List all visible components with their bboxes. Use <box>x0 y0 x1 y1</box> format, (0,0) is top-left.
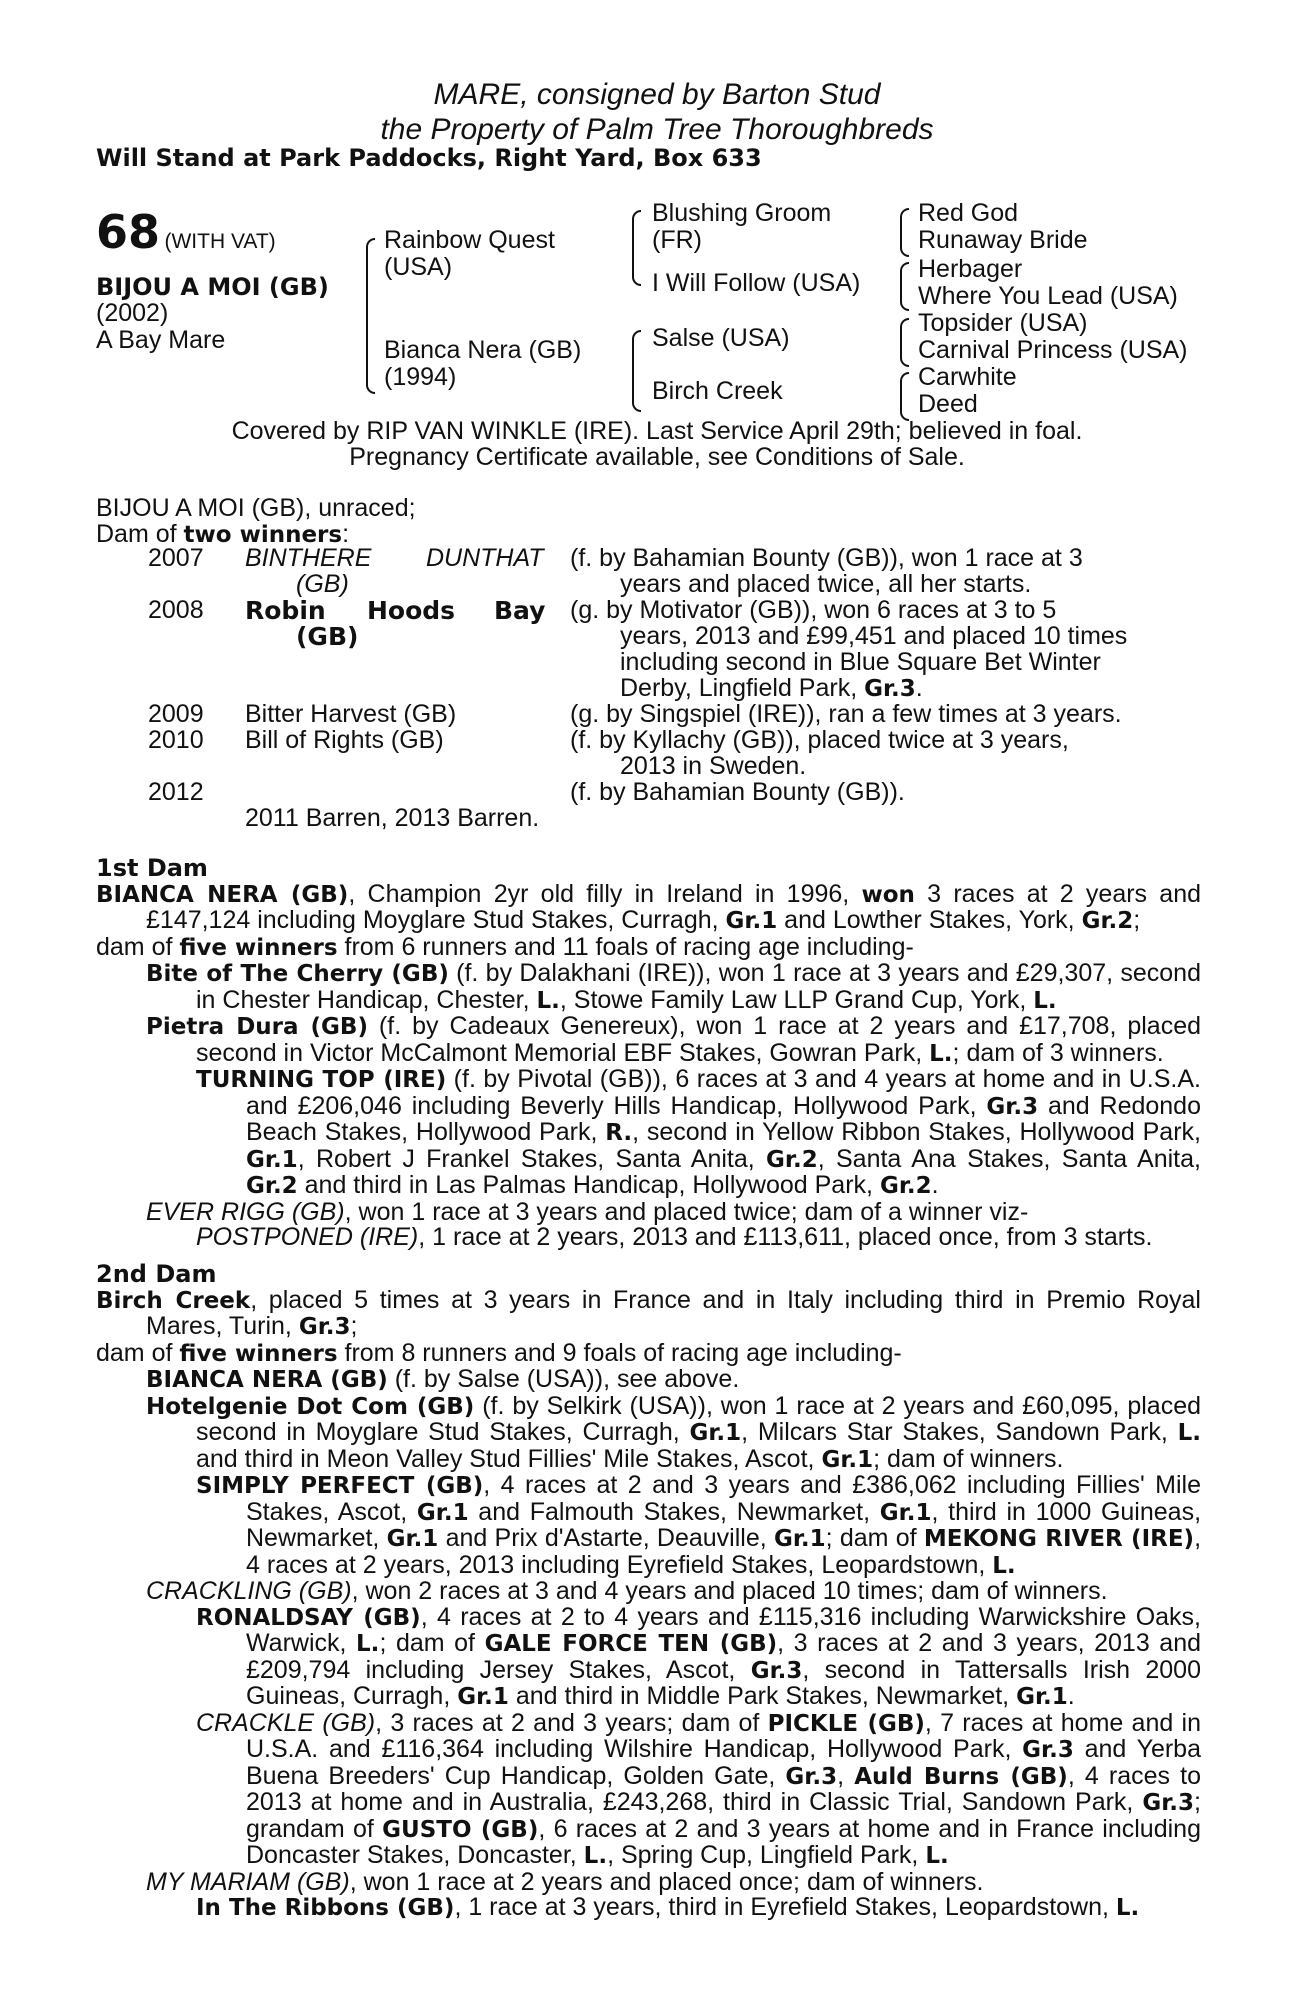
produce-name: DUNTHAT <box>426 544 544 572</box>
foal-entry: TURNING TOP (IRE) (f. by Pivotal (GB)), 6 races at 3 and 4 years at home and in U.S.A. and £206,046 including Beverly Hills Handicap, Hollywood Park, Gr.3 and Redondo Beach Stakes, Hollywood Park, R., second in Yellow Ribbon Stakes, Hollywood Park, Gr.1, Robert J Frankel Stakes, Santa Anita, Gr.2, Santa Ana Stakes, Santa Anita, Gr.2 and third in Las Palmas Handicap, Hollywood Park, Gr.2. <box>196 1065 1201 1199</box>
dsd-name: Carnival Princess (USA) <box>918 336 1188 364</box>
produce-name: (GB) <box>296 622 359 651</box>
dss-name: Topsider (USA) <box>918 309 1088 337</box>
produce-name: Bitter Harvest (GB) <box>245 700 457 728</box>
produce-desc: (f. by Kyllachy (GB)), placed twice at 3 years, <box>570 726 1069 754</box>
produce-desc: (g. by Motivator (GB)), won 6 races at 3 to 5 <box>570 596 1057 624</box>
foal-entry: EVER RIGG (GB), won 1 race at 3 years and placed twice; dam of a winner viz- <box>146 1197 1029 1226</box>
ss-line2: (FR) <box>652 226 702 254</box>
second-dam-summary: dam of five winners from 8 runners and 9 foals of racing age including- <box>96 1338 902 1367</box>
foal-entry: MY MARIAM (GB), won 1 race at 2 years and placed once; dam of winners. <box>146 1867 984 1896</box>
consignor-line: MARE, consigned by Barton Stud <box>433 78 881 111</box>
foal-entry: Pietra Dura (GB) (f. by Cadeaux Genereux), won 1 race at 2 years and £17,708, placed second in Victor McCalmont Memorial EBF Stakes, Gowran Park, L.; dam of 3 winners. <box>146 1012 1202 1067</box>
produce-desc: including second in Blue Square Bet Winter <box>620 648 1101 676</box>
first-dam-heading: 1st Dam <box>96 854 208 882</box>
property-line: the Property of Palm Tree Thoroughbreds <box>380 113 934 146</box>
sire-line1: Rainbow Quest <box>384 226 555 254</box>
produce-name: (GB) <box>296 570 349 598</box>
lot-header <box>96 205 276 259</box>
foal-entry: Bite of The Cherry (GB) (f. by Dalakhani (IRE)), won 1 race at 3 years and £29,307, second in Chester Handicap, Chester, L., Stowe Family Law LLP Grand Cup, York, L. <box>146 959 1201 1014</box>
foal-entry: POSTPONED (IRE), 1 race at 2 years, 2013 and £113,611, placed once, from 3 starts. <box>196 1223 1153 1251</box>
produce-desc: Derby, Lingfield Park, Gr.3. <box>620 674 923 702</box>
sd-name: I Will Follow (USA) <box>652 269 861 297</box>
lot-description: A Bay Mare <box>96 326 226 354</box>
produce-desc: (g. by Singspiel (IRE)), ran a few times at 3 years. <box>570 700 1122 728</box>
first-dam-summary: dam of five winners from 6 runners and 11 foals of racing age including- <box>96 932 914 961</box>
first-dam-para: BIANCA NERA (GB), Champion 2yr old filly in Ireland in 1996, won 3 races at 2 years and £147,124 including Moyglare Stud Stakes, Curragh, Gr.1 and Lowther Stakes, York, Gr.2; <box>96 879 1202 934</box>
barren-years: 2011 Barren, 2013 Barren. <box>245 804 540 832</box>
vat-label: (WITH VAT) <box>164 230 276 253</box>
produce-desc: years, 2013 and £99,451 and placed 10 times <box>620 622 1128 650</box>
second-dam-para: Birch Creek, placed 5 times at 3 years in France and in Italy including third in Premio Royal Mares, Turin, Gr.3; <box>96 1285 1201 1340</box>
sdd-name: Where You Lead (USA) <box>918 282 1178 310</box>
produce-year: 2012 <box>148 778 204 806</box>
second-dam-section <box>96 1262 1201 1922</box>
stand-location: Will Stand at Park Paddocks, Right Yard, Box 633 <box>96 144 762 172</box>
produce-year: 2009 <box>148 700 204 728</box>
foal-entry: SIMPLY PERFECT (GB), 4 races at 2 and 3 years and £386,062 including Fillies' Mile Stakes, Ascot, Gr.1 and Falmouth Stakes, Newmarket, Gr.1, third in 1000 Guineas, Newmarket, Gr.1 and Prix d'Astarte, Deauville, Gr.1; dam of MEKONG RIVER (IRE), 4 races at 2 years, 2013 including Eyrefield Stakes, Leopardstown, L. <box>196 1471 1202 1579</box>
ddd-name: Deed <box>918 390 978 418</box>
foal-entry: BIANCA NERA (GB) (f. by Salse (USA)), see above. <box>146 1365 740 1393</box>
foal-entry: CRACKLE (GB), 3 races at 2 and 3 years; dam of PICKLE (GB), 7 races at home and in U.S.A. and £116,364 including Wilshire Handicap, Hollywood Park, Gr.3 and Yerba Buena Breeders' Cup Handicap, Golden Gate, Gr.3, Auld Burns (GB), 4 races to 2013 at home and in Australia, £243,268, third in Classic Trial, Sandown Park, Gr.3; grandam of GUSTO (GB), 6 races at 2 and 3 years at home and in France including Doncaster Stakes, Doncaster, L., Spring Cup, Lingfield Park, L. <box>196 1708 1202 1869</box>
lot-name: BIJOU A MOI (GB) <box>96 273 329 301</box>
produce-intro: BIJOU A MOI (GB), unraced; <box>96 494 416 522</box>
foal-entry: In The Ribbons (GB), 1 race at 3 years, third in Eyrefield Stakes, Leopardstown, L. <box>196 1893 1140 1921</box>
second-dam-heading: 2nd Dam <box>96 1260 217 1288</box>
foal-entry: CRACKLING (GB), won 2 races at 3 and 4 years and placed 10 times; dam of winners. <box>146 1577 1108 1605</box>
produce-desc: (f. by Bahamian Bounty (GB)), won 1 race at 3 <box>570 544 1083 572</box>
covered-line: Covered by RIP VAN WINKLE (IRE). Last Service April 29th; believed in foal. <box>231 417 1083 445</box>
produce-year: 2008 <box>148 596 204 624</box>
produce-name: BINTHERE <box>245 544 372 572</box>
dds-name: Carwhite <box>918 363 1017 391</box>
produce-name: Robin <box>245 596 326 625</box>
produce-desc: 2013 in Sweden. <box>620 752 807 780</box>
produce-desc: years and placed twice, all her starts. <box>620 570 1032 598</box>
dd-name: Birch Creek <box>652 377 783 405</box>
sds-name: Herbager <box>918 255 1023 283</box>
produce-desc: (f. by Bahamian Bounty (GB)). <box>570 778 905 806</box>
produce-name: Bill of Rights (GB) <box>245 726 444 754</box>
pregnancy-line: Pregnancy Certificate available, see Conditions of Sale. <box>349 443 965 471</box>
produce-summary: Dam of two winners: <box>96 520 350 548</box>
ssd-name: Runaway Bride <box>918 226 1088 254</box>
sss-name: Red God <box>918 199 1019 227</box>
dam-line2: (1994) <box>384 363 457 391</box>
foal-entry: Hotelgenie Dot Com (GB) (f. by Selkirk (USA)), won 1 race at 2 years and £60,095, placed second in Moyglare Stud Stakes, Curragh, Gr.1, Milcars Star Stakes, Sandown Park, L. and third in Meon Valley Stud Fillies' Mile Stakes, Ascot, Gr.1; dam of winners. <box>146 1391 1201 1473</box>
first-dam-section <box>96 856 1201 1251</box>
produce-year: 2010 <box>148 726 204 754</box>
dam-line1: Bianca Nera (GB) <box>384 336 582 364</box>
lot-year: (2002) <box>96 299 169 327</box>
foal-entry: RONALDSAY (GB), 4 races at 2 to 4 years and £115,316 including Warwickshire Oaks, Warwick, L.; dam of GALE FORCE TEN (GB), 3 races at 2 and 3 years, 2013 and £209,794 including Jersey Stakes, Ascot, Gr.3, second in Tattersalls Irish 2000 Guineas, Curragh, Gr.1 and third in Middle Park Stakes, Newmarket, Gr.1. <box>196 1602 1202 1710</box>
ds-name: Salse (USA) <box>652 324 790 352</box>
ss-line1: Blushing Groom <box>652 199 832 227</box>
sire-line2: (USA) <box>384 253 453 281</box>
produce-name: Bay <box>494 596 546 625</box>
produce-year: 2007 <box>148 544 204 572</box>
produce-name: Hoods <box>367 596 456 625</box>
lot-number: 68 <box>96 205 161 259</box>
